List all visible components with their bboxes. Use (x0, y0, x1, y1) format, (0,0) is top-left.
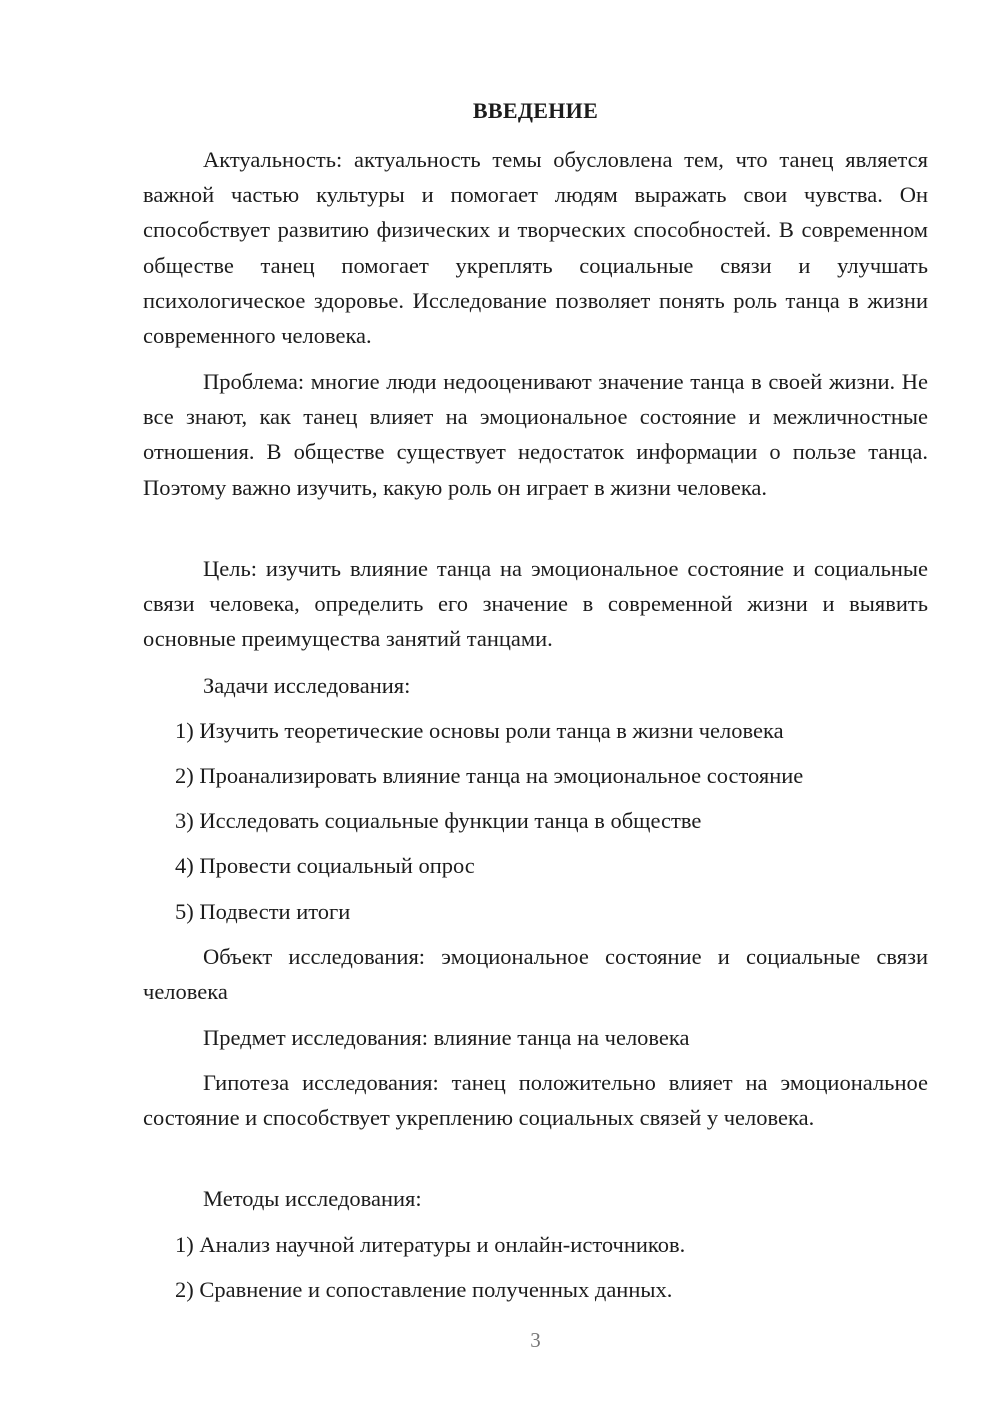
page-number: 3 (530, 1328, 541, 1352)
task-item: 3) Исследовать социальные функции танца в обществе (175, 808, 702, 833)
task-item: 1) Изучить теоретические основы роли танца в жизни человека (175, 718, 784, 743)
goal-paragraph: Цель: изучить влияние танца на эмоциональное состояние и социальные связи человека, определить его значение в современной жизни и выявить основные преимущества занятий танцами. (143, 556, 928, 652)
task-item: 4) Провести социальный опрос (175, 853, 475, 878)
problem-paragraph: Проблема: многие люди недооценивают значение танца в своей жизни. Не все знают, как танец влияет на эмоциональное состояние и межличностные отношения. В обществе существует недостаток информации о пользе танца. Поэтому важно изучить, какую роль он играет в жизни человека. (143, 369, 928, 500)
subject-paragraph: Предмет исследования: влияние танца на человека (203, 1025, 690, 1050)
document-page (143, 0, 928, 1414)
methods-heading: Методы исследования: (203, 1186, 422, 1211)
task-item: 5) Подвести итоги (175, 899, 351, 924)
section-title: ВВЕДЕНИЕ (472, 98, 599, 123)
tasks-heading: Задачи исследования: (203, 673, 411, 698)
method-item: 2) Сравнение и сопоставление полученных данных. (175, 1277, 673, 1302)
task-item: 2) Проанализировать влияние танца на эмоциональное состояние (175, 763, 804, 788)
hypothesis-paragraph: Гипотеза исследования: танец положительно влияет на эмоциональное состояние и способствует укреплению социальных связей у человека. (143, 1070, 928, 1131)
object-paragraph: Объект исследования: эмоциональное состояние и социальные связи человека (143, 944, 928, 1005)
relevance-paragraph: Актуальность: актуальность темы обусловлена тем, что танец является важной частью культуры и помогает людям выражать свои чувства. Он способствует развитию физических и творческих способностей. В современном обществе танец помогает укреплять социальные связи и улучшать психологическое здоровье. Исследование позволяет понять роль танца в жизни современного человека. (143, 147, 928, 349)
method-item: 1) Анализ научной литературы и онлайн-источников. (175, 1232, 686, 1257)
